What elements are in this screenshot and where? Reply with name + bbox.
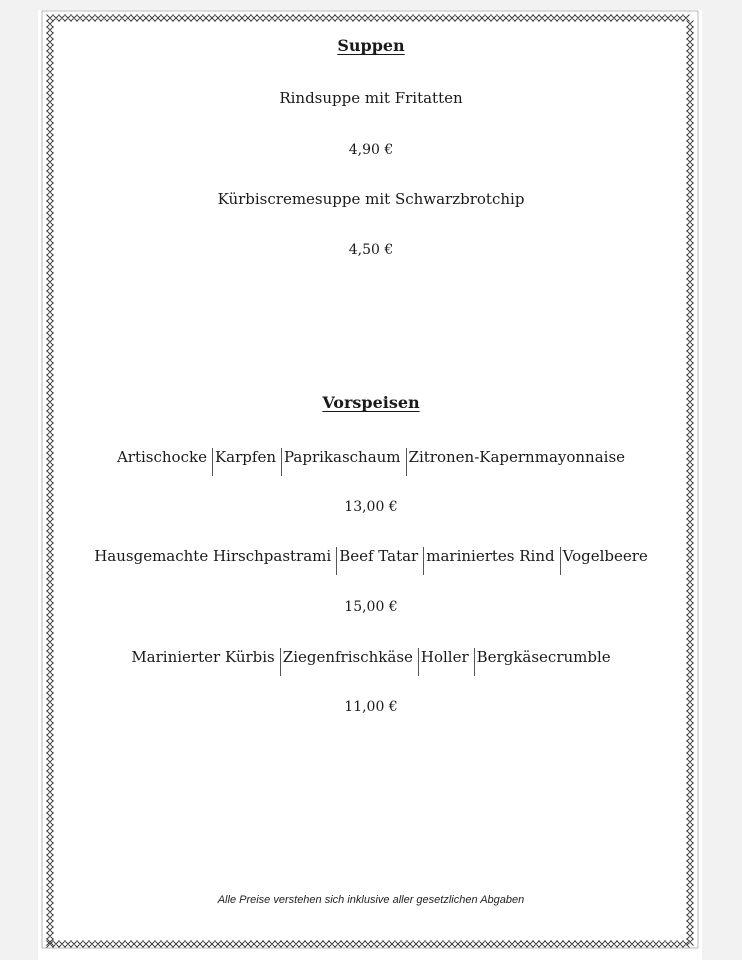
dish-component: Paprikaschaum bbox=[283, 448, 401, 466]
dish-price: 4,90 € bbox=[348, 142, 394, 158]
dish-component: Beef Tatar bbox=[339, 547, 419, 565]
separator-bar bbox=[280, 648, 281, 676]
separator-bar bbox=[406, 448, 407, 476]
dish-price: 4,50 € bbox=[348, 242, 394, 258]
separator-bar bbox=[560, 547, 561, 575]
dish-component: Hausgemachte Hirschpastrami bbox=[94, 547, 332, 565]
dish-components bbox=[0, 450, 742, 476]
separator-bar bbox=[212, 448, 213, 476]
dish-components bbox=[0, 650, 742, 676]
dish-component: Zitronen-Kapernmayonnaise bbox=[408, 448, 626, 466]
dish-price: 13,00 € bbox=[344, 499, 398, 515]
separator-bar bbox=[474, 648, 475, 676]
dish-component: Holler bbox=[420, 648, 469, 666]
section-heading-suppen: Suppen bbox=[337, 36, 405, 55]
separator-bar bbox=[423, 547, 424, 575]
dish-price: 11,00 € bbox=[344, 699, 398, 715]
dish-price: 15,00 € bbox=[344, 599, 398, 615]
dish-name: Kürbiscremesuppe mit Schwarzbrotchip bbox=[217, 190, 525, 208]
dish-component: Bergkäsecrumble bbox=[476, 648, 611, 666]
dish-component: Marinierter Kürbis bbox=[131, 648, 275, 666]
dish-components bbox=[0, 549, 742, 575]
footer-note: Alle Preise verstehen sich inklusive aller gesetzlichen Abgaben bbox=[217, 894, 525, 906]
dish-component: mariniertes Rind bbox=[426, 547, 555, 565]
dish-component: Karpfen bbox=[214, 448, 276, 466]
section-heading-vorspeisen: Vorspeisen bbox=[322, 393, 420, 412]
separator-bar bbox=[418, 648, 419, 676]
dish-component: Ziegenfrischkäse bbox=[282, 648, 413, 666]
dish-component: Artischocke bbox=[116, 448, 207, 466]
separator-bar bbox=[281, 448, 282, 476]
dish-component: Vogelbeere bbox=[562, 547, 648, 565]
dish-name: Rindsuppe mit Fritatten bbox=[279, 89, 463, 107]
separator-bar bbox=[336, 547, 337, 575]
